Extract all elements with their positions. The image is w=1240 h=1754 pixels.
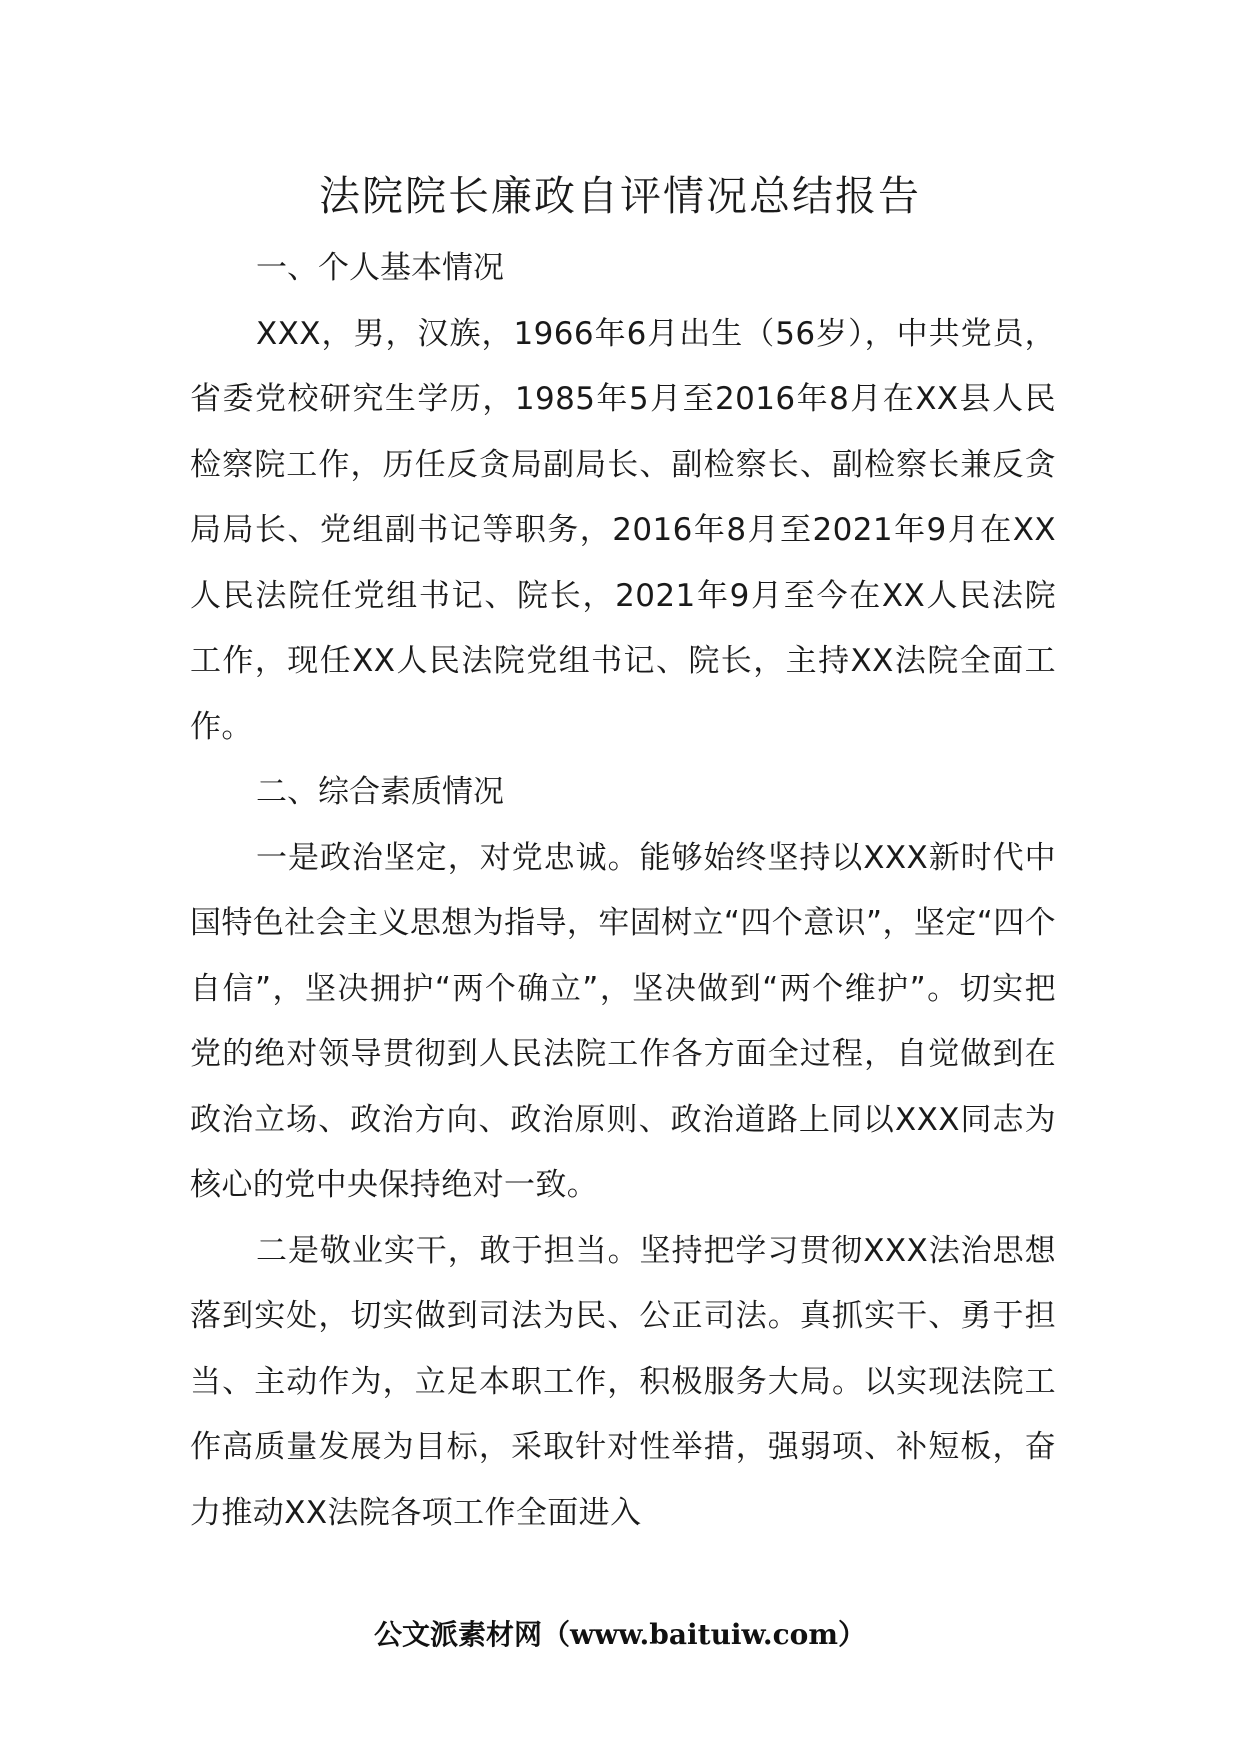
footer-watermark-text: 公文派素材网（www.baituiw.com） (374, 1618, 866, 1651)
section-1-paragraph-1: XXX，男，汉族，1966年6月出生（56岁），中共党员，省委党校研究生学历，1985年5月至2016年8月在XX县人民检察院工作，历任反贪局副局长、副检察长、副检察长兼反贪局局长、党组副书记等职务，2016年8月至2021年9月在XX人民法院任党组书记、院长，2021年9月至今在XX人民法院工作，现任XX人民法院党组书记、院长，主持XX法院全面工作。 (190, 315, 1056, 745)
document-body (190, 236, 1056, 1546)
section-2-paragraph-1: 一是政治坚定，对党忠诚。能够始终坚持以XXX新时代中国特色社会主义思想为指导，牢固树立“四个意识”，坚定“四个自信”，坚决拥护“两个确立”，坚决做到“两个维护”。切实把党的绝对领导贯彻到人民法院工作各方面全过程，自觉做到在政治立场、政治方向、政治原则、政治道路上同以XXX同志为核心的党中央保持绝对一致。 (190, 839, 1056, 1203)
section-2-paragraph-2: 二是敬业实干，敢于担当。坚持把学习贯彻XXX法治思想落到实处，切实做到司法为民、公正司法。真抓实干、勇于担当、主动作为，立足本职工作，积极服务大局。以实现法院工作高质量发展为目标，采取针对性举措，强弱项、补短板，奋力推动XX法院各项工作全面进入 (190, 1232, 1056, 1531)
section-heading-2: 二、综合素质情况 (256, 774, 504, 810)
section-heading-1: 一、个人基本情况 (256, 250, 504, 286)
document-title: 法院院长廉政自评情况总结报告 (319, 172, 921, 220)
